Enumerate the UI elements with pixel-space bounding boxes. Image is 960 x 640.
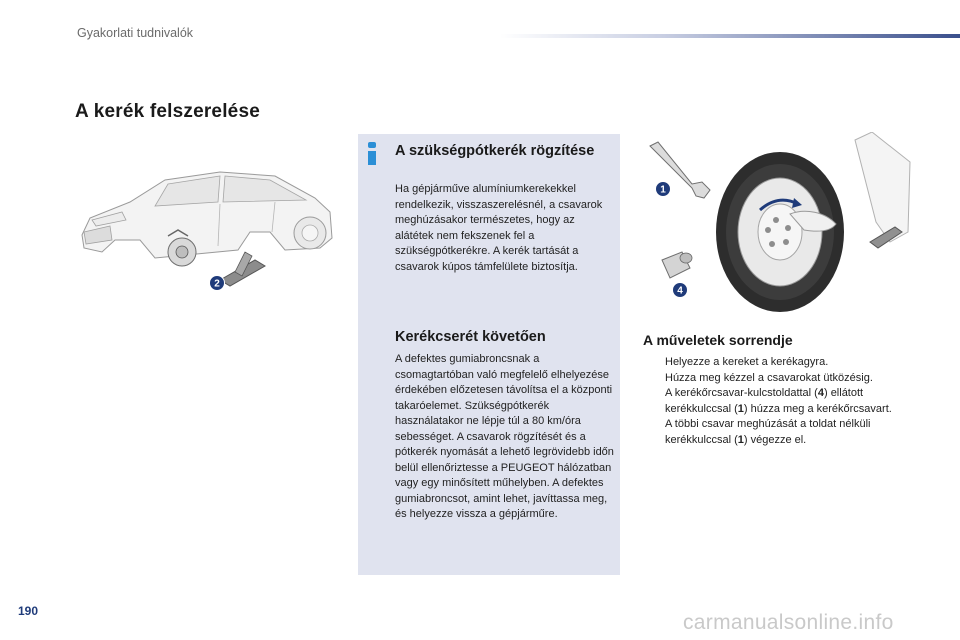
- info-icon: [366, 142, 378, 164]
- operation-step: A többi csavar meghúzását a toldat nélküli kerékkulccsal (1) végezze el.: [665, 418, 871, 446]
- ref-4: 4: [817, 387, 824, 399]
- car-illustration: [70, 140, 340, 300]
- after-wheel-change-title: Kerékcserét követően: [395, 329, 546, 345]
- ref-1: 1: [737, 433, 744, 446]
- after-wheel-change-text: A defektes gumiabroncsnak a csomagtartóban való megfelelő elhelyezése érdekében előzetesen távolítsa el a központi takaróelemet. Szükségpótkerék használatakor ne lépje túl a 80 km/óra sebességet. A csavarok rögzítését és a pótkerék nyomását a lehető legrövidebb időn belül ellenőriztesse a PEUGEOT hálózatban vagy egy minősített műhelyben. A defektes gumiabroncsot, amint lehet, javíttassa meg, és helyezze vissza a gépjárműre.: [395, 353, 614, 520]
- ref-1: 1: [737, 402, 744, 415]
- badge-4: 4: [677, 285, 683, 297]
- chapter-title: Gyakorlati tudnivalók: [77, 26, 194, 40]
- page-number: 190: [18, 604, 39, 618]
- operations-title: A műveletek sorrendje: [643, 332, 793, 348]
- header-gradient-bar: [500, 34, 960, 38]
- operation-step: Húzza meg kézzel a csavarokat ütközésig.: [665, 371, 873, 384]
- spare-wheel-fixing-title: A szükségpótkerék rögzítése: [395, 143, 595, 159]
- watermark: carmanualsonline.info: [683, 611, 894, 634]
- wheel-illustration: [640, 132, 920, 322]
- operations-list: [643, 355, 913, 448]
- spare-wheel-fixing-text: Ha gépjárműve alumíniumkerekekkel rendelkezik, visszaszerelésnél, a csavarok meghúzásakor természetes, hogy az alátétek nem fekszenek fel a szükségpótkerékre. A kerék tartását a csavarok kúpos támfelülete biztosítja.: [395, 183, 603, 273]
- operation-step: Helyezze a kereket a kerékagyra.: [665, 356, 829, 368]
- page-title: A kerék felszerelése: [75, 101, 260, 122]
- operation-step: A kerékőrcsavar-kulcstoldattal (4) ellátott kerékkulccsal (1) húzza meg a kerékőrcsavart.: [665, 387, 892, 415]
- badge-2: 2: [214, 278, 220, 290]
- badge-1: 1: [660, 184, 666, 196]
